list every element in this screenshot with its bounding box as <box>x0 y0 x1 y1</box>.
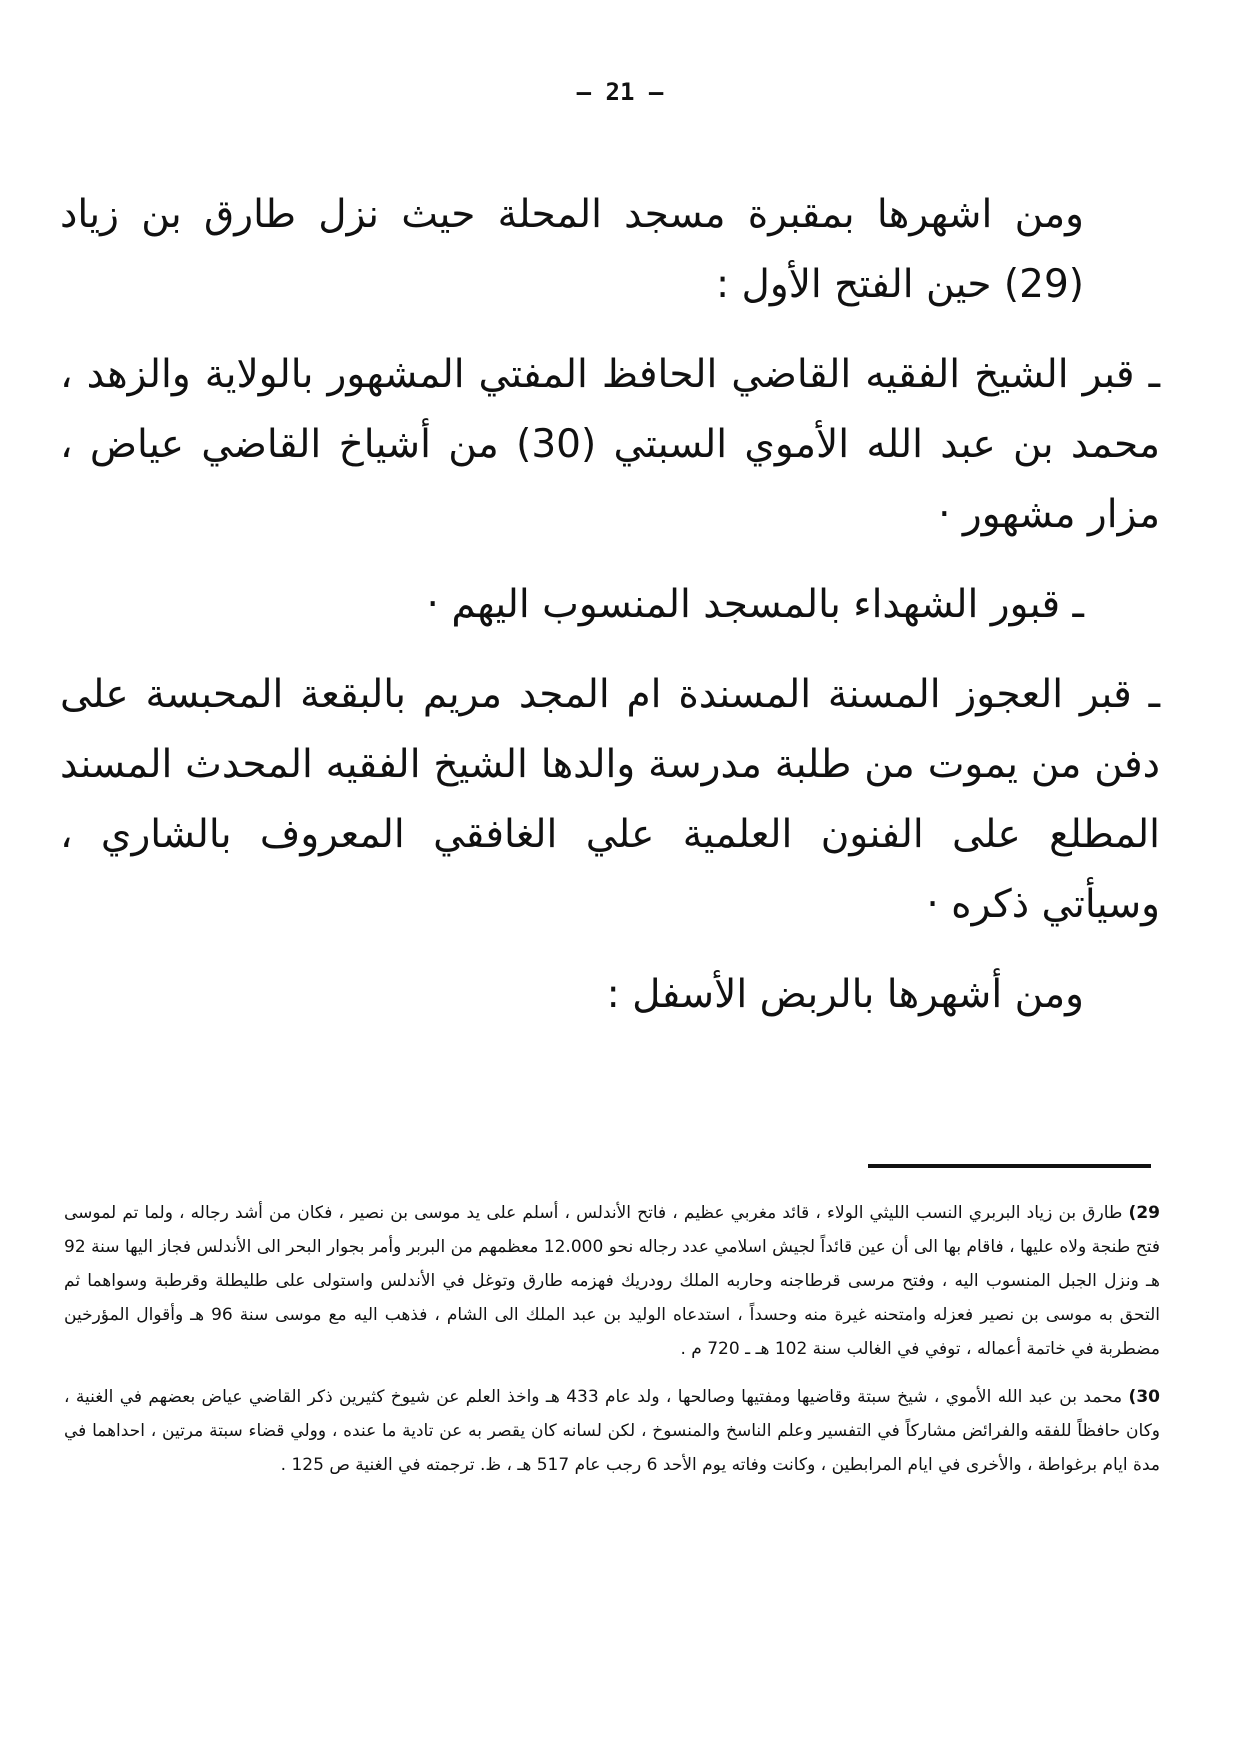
paragraph-tomb-maryam: ـ قبر العجوز المسنة المسندة ام المجد مريم بالبقعة المحبسة على دفن من يموت من طلبة مدرسة والدها الشيخ الفقيه المحدث المسند المطلع على الفنون العلمية علي الغافقي المعروف بالشاري ، وسيأتي ذكره · <box>60 672 1160 927</box>
main-body-text <box>60 180 1160 1050</box>
footnote-30 <box>64 1380 1160 1482</box>
footnote-number: 30) <box>1128 1387 1160 1407</box>
page-number: — 21 — <box>576 78 664 106</box>
footnote-text: محمد بن عبد الله الأموي ، شيخ سبتة وقاضيها ومفتيها وصالحها ، ولد عام 433 هـ واخذ العلم عن شيوخ كثيرين ذكر القاضي عياض بعضهم في الغنية ، وكان حافظاً للفقه والفرائض مشاركاً في التفسير وعلم الناسخ والمنسوخ ، لكن لسانه كان يقصر به عن تادية ما عنده ، وولي قضاء سبتة مرتين ، احداهما في مدة ايام برغواطة ، والأخرى في ايام المرابطين ، وكانت وفاته يوم الأحد 6 رجب عام 517 هـ ، ظ. ترجمته في الغنية ص 125 . <box>64 1387 1160 1475</box>
footnote-29 <box>64 1196 1160 1366</box>
paragraph-tomb-sheikh: ـ قبر الشيخ الفقيه القاضي الحافظ المفتي المشهور بالولاية والزهد ، محمد بن عبد الله الأموي السبتي (30) من أشياخ القاضي عياض ، مزار مشهور · <box>60 352 1161 537</box>
footnote-text: طارق بن زياد البربري النسب الليثي الولاء ، قائد مغربي عظيم ، فاتح الأندلس ، أسلم على يد موسى بن نصير ، فكان من أشد رجاله ، ولما تم لموسى فتح طنجة ولاه عليها ، فاقام بها الى أن عين قائداً لجيش اسلامي عدد رجاله نحو 12.000 معظمهم من البربر وأمر بجوار البحر الى الأندلس فجاز اليها سنة 92 هـ ونزل الجبل المنسوب اليه ، وفتح مرسى قرطاجنه وحاربه الملك رودريك فهزمه طارق وتوغل في الأندلس واستولى على طليطلة وقرطبة وسواهما ثم التحق به موسى بن نصير فعزله وامتحنه غيرة منه وحسداً ، استدعاه الوليد بن عبد الملك الى الشام ، فذهب اليه مع موسى سنة 96 هـ وأقوال المؤرخين مضطربة في خاتمة أعماله ، توفي في الغالب سنة 102 هـ ـ 720 م . <box>64 1203 1160 1359</box>
paragraph-lower-suburb: ومن أشهرها بالربض الأسفل : <box>606 972 1084 1017</box>
paragraph-intro: ومن اشهرها بمقبرة مسجد المحلة حيث نزل طارق بن زياد (29) حين الفتح الأول : <box>60 192 1084 307</box>
paragraph-tombs-martyrs: ـ قبور الشهداء بالمسجد المنسوب اليهم · <box>426 582 1084 627</box>
footnotes-section <box>64 1196 1160 1496</box>
footnote-number: 29) <box>1128 1203 1160 1223</box>
footnote-divider <box>868 1164 1151 1168</box>
